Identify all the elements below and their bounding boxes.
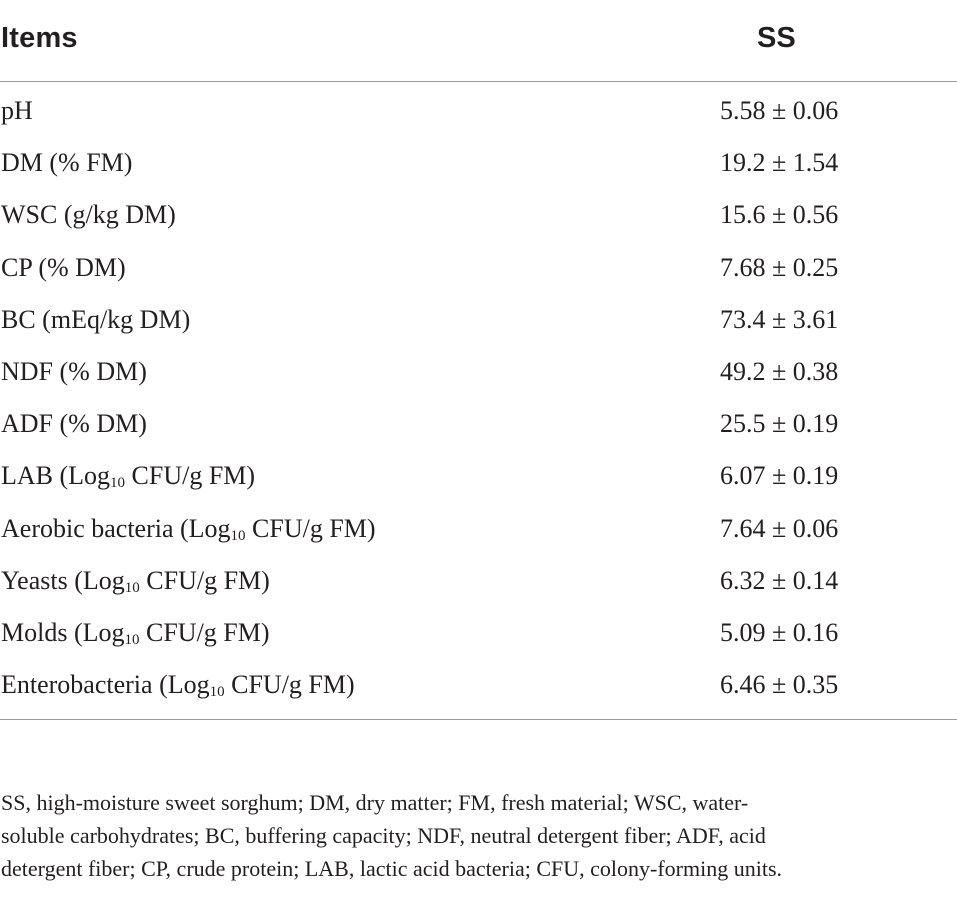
table-row [0, 401, 957, 453]
table-header [0, 0, 957, 82]
row-value: 5.09 ± 0.16 [720, 617, 839, 647]
table-row [0, 245, 957, 297]
footnote-line: SS, high-moisture sweet sorghum; DM, dry matter; FM, fresh material; WSC, water- [1, 790, 749, 815]
table-row [0, 610, 957, 662]
row-value: 25.5 ± 0.19 [720, 409, 839, 439]
row-label [1, 618, 270, 648]
footnote-line: soluble carbohydrates; BC, buffering capacity; NDF, neutral detergent fiber; ADF, acid [1, 823, 766, 848]
row-value: 6.32 ± 0.14 [720, 565, 839, 595]
row-value: 7.68 ± 0.25 [720, 252, 839, 282]
table-row [0, 558, 957, 610]
row-label-prefix: LAB (Log [1, 461, 111, 491]
row-label-prefix: Aerobic bacteria (Log [1, 513, 231, 543]
row-label-prefix: Molds (Log [1, 617, 125, 647]
row-label-suffix: CFU/g FM) [245, 513, 376, 543]
row-label-prefix: Enterobacteria (Log [1, 670, 210, 700]
table-row [0, 453, 957, 505]
row-value: 49.2 ± 0.38 [720, 356, 839, 386]
row-label [1, 461, 255, 491]
table-row [0, 140, 957, 192]
row-value: 15.6 ± 0.56 [720, 200, 839, 230]
row-label-subscript: 10 [124, 579, 140, 596]
row-label-subscript: 10 [209, 684, 225, 701]
table-row [0, 349, 957, 401]
row-label: pH [1, 96, 33, 125]
table-row [0, 192, 957, 244]
table-footnote [1, 786, 951, 885]
column-header-items: Items [1, 22, 78, 54]
row-value: 6.46 ± 0.35 [720, 670, 839, 700]
row-value: 6.07 ± 0.19 [720, 461, 839, 491]
table-row [0, 88, 957, 140]
table-row [0, 662, 957, 714]
row-label-suffix: CFU/g FM) [125, 461, 256, 491]
table-row [0, 297, 957, 349]
row-value: 19.2 ± 1.54 [720, 148, 839, 178]
row-value: 5.58 ± 0.06 [720, 96, 839, 125]
row-value: 73.4 ± 3.61 [720, 304, 839, 334]
row-label-subscript: 10 [110, 475, 126, 492]
row-label: DM (% FM) [1, 148, 133, 178]
footnote-line: detergent fiber; CP, crude protein; LAB, lactic acid bacteria; CFU, colony-forming units. [1, 856, 782, 881]
row-label-prefix: Yeasts (Log [1, 565, 125, 595]
row-label-suffix: CFU/g FM) [139, 617, 270, 647]
row-label [1, 566, 270, 596]
row-label: WSC (g/kg DM) [1, 200, 176, 230]
row-label: BC (mEq/kg DM) [1, 304, 191, 334]
row-label: NDF (% DM) [1, 356, 147, 386]
row-label: ADF (% DM) [1, 409, 147, 439]
row-label [1, 670, 355, 700]
table-body [0, 82, 957, 720]
column-header-ss: SS [757, 22, 796, 54]
table-row [0, 506, 957, 558]
row-label-suffix: CFU/g FM) [139, 565, 270, 595]
row-label-suffix: CFU/g FM) [224, 670, 355, 700]
row-label-subscript: 10 [230, 527, 246, 544]
row-label: CP (% DM) [1, 252, 126, 282]
row-value: 7.64 ± 0.06 [720, 513, 839, 543]
row-label [1, 514, 376, 544]
row-label-subscript: 10 [124, 631, 140, 648]
